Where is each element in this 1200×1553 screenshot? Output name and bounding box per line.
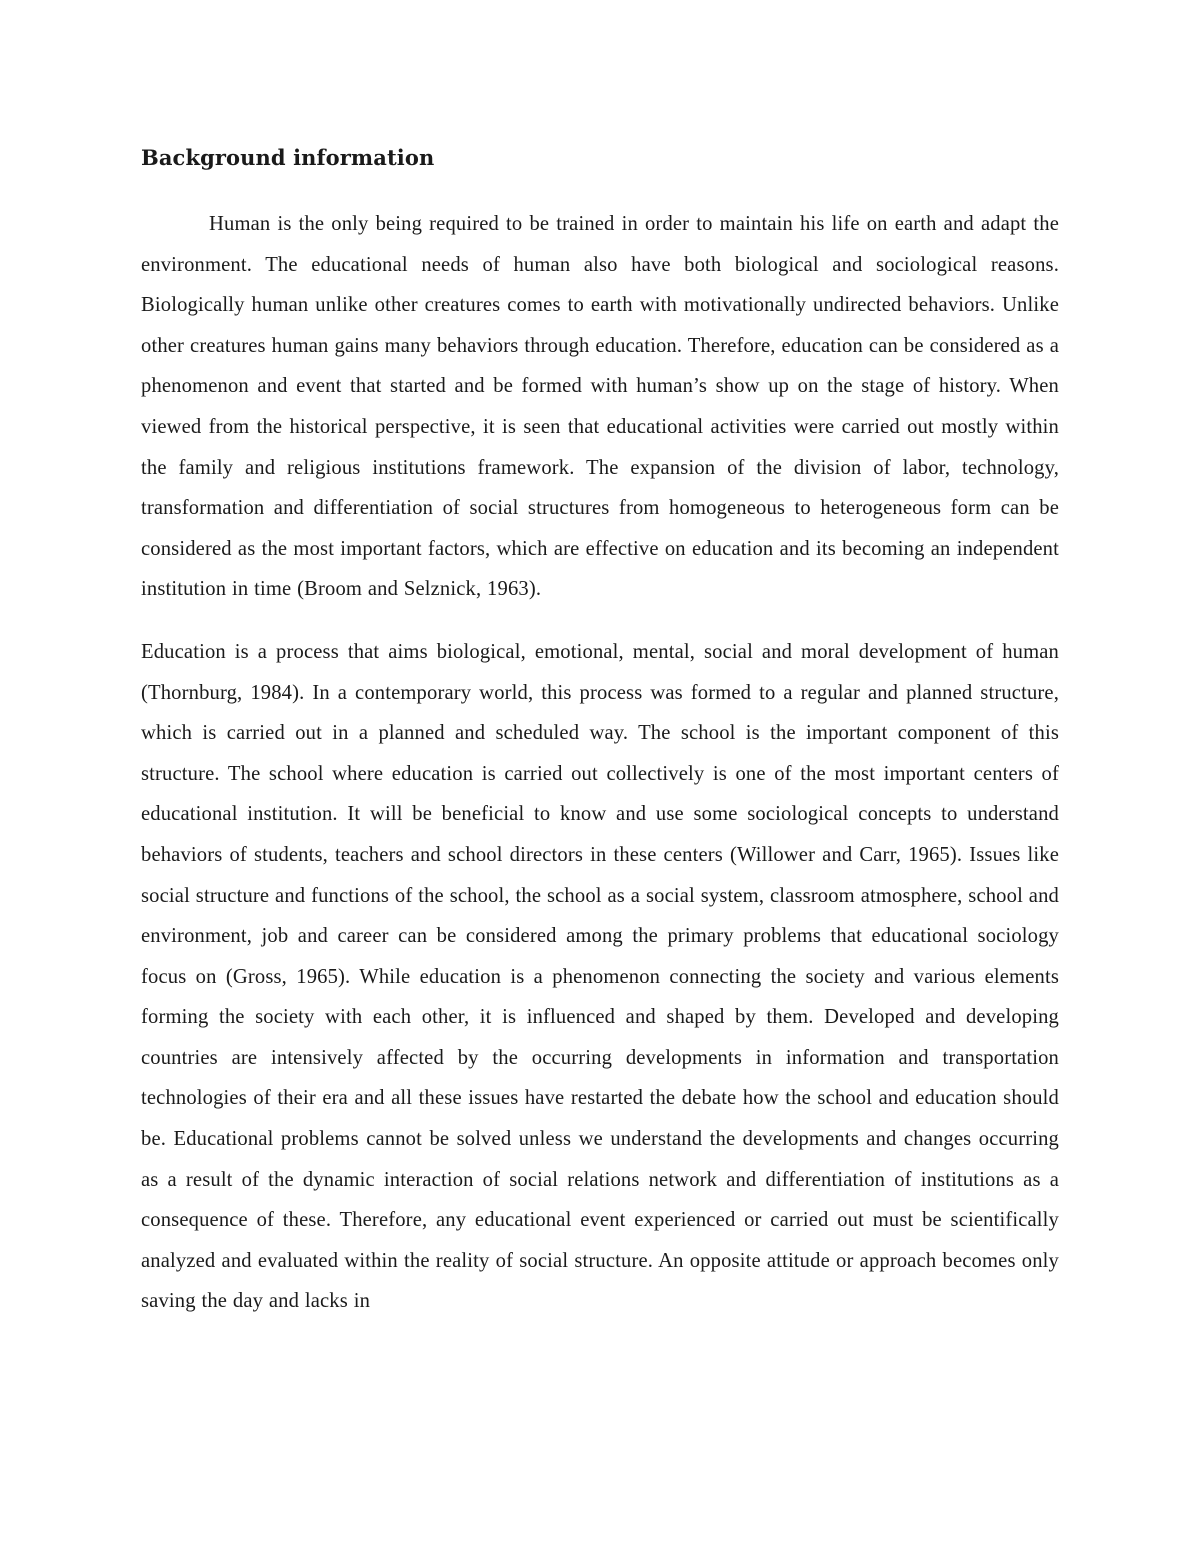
section-heading: Background information xyxy=(141,145,435,170)
paragraph-1: Human is the only being required to be trained in order to maintain his life on earth and adapt the environment. The educational needs of human also have both biological and sociological reasons. Biologically human unlike other creatures comes to earth with motivationally undirected behaviors. Unlike other creatures human gains many behaviors through education. Therefore, education can be considered as a phenomenon and event that started and be formed with human’s show up on the stage of history. When viewed from the historical perspective, it is seen that educational activities were carried out mostly within the family and religious institutions framework. The expansion of the division of labor, technology, transformation and differentiation of social structures from homogeneous to heterogeneous form can be considered as the most important factors, which are effective on education and its becoming an independent institution in time (Broom and Selznick, 1963). xyxy=(141,213,1059,601)
document-body xyxy=(141,138,1059,1322)
paragraph-2: Education is a process that aims biological, emotional, mental, social and moral development of human (Thornburg, 1984). In a contemporary world, this process was formed to a regular and planned structure, which is carried out in a planned and scheduled way. The school is the important component of this structure. The school where education is carried out collectively is one of the most important centers of educational institution. It will be beneficial to know and use some sociological concepts to understand behaviors of students, teachers and school directors in these centers (Willower and Carr, 1965). Issues like social structure and functions of the school, the school as a social system, classroom atmosphere, school and environment, job and career can be considered among the primary problems that educational sociology focus on (Gross, 1965). While education is a phenomenon connecting the society and various elements forming the society with each other, it is influenced and shaped by them. Developed and developing countries are intensively affected by the occurring developments in information and transportation technologies of their era and all these issues have restarted the debate how the school and education should be. Educational problems cannot be solved unless we understand the developments and changes occurring as a result of the dynamic interaction of social relations network and differentiation of institutions as a consequence of these. Therefore, any educational event experienced or carried out must be scientifically analyzed and evaluated within the reality of social structure. An opposite attitude or approach becomes only saving the day and lacks in xyxy=(141,640,1059,1313)
